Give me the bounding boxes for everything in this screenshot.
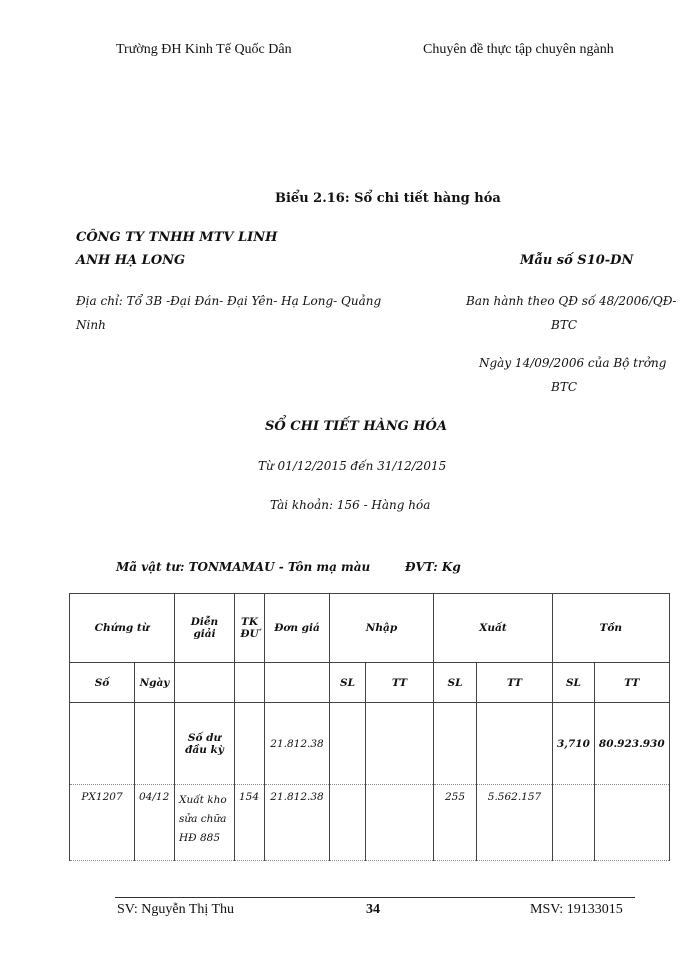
opening-balance-qty: 3,710: [553, 703, 595, 785]
row-account: 154: [235, 785, 265, 861]
col-export-amount: TT: [477, 663, 553, 703]
header-school: Trường ĐH Kinh Tế Quốc Dân: [116, 42, 292, 57]
ledger-title: SỔ CHI TIẾT HÀNG HÓA: [265, 419, 447, 434]
ledger-table: [69, 593, 670, 861]
row-description: [175, 785, 235, 861]
row-number: PX1207: [70, 785, 135, 861]
opening-description: [175, 703, 235, 785]
footer-student-id: MSV: 19133015: [530, 902, 623, 917]
col-balance: Tồn: [553, 594, 670, 663]
footer-student: SV: Nguyễn Thị Thu: [117, 902, 235, 917]
form-issued-line2: BTC: [551, 318, 578, 332]
col-unit-price: Đơn giá: [265, 594, 330, 663]
opening-unit-price: 21.812.38: [265, 703, 330, 785]
company-address-line2: Ninh: [76, 318, 106, 332]
ledger-account: Tài khoản: 156 - Hàng hóa: [270, 498, 431, 512]
opening-balance-row: [70, 703, 670, 785]
row-description-line3: HĐ 885: [179, 832, 221, 844]
col-import-amount: TT: [366, 663, 434, 703]
row-export-amount: 5.562.157: [477, 785, 553, 861]
form-date-line2: BTC: [551, 380, 578, 394]
col-date: Ngày: [135, 663, 175, 703]
header-row: [70, 594, 670, 663]
header-report-type: Chuyên đề thực tập chuyên ngành: [423, 42, 614, 57]
form-date-line1: Ngày 14/09/2006 của Bộ trởng: [479, 356, 667, 370]
col-description: Diễn giải: [175, 594, 235, 663]
row-description-line1: Xuất kho: [179, 794, 227, 806]
col-account-line1: TK: [241, 616, 258, 628]
footer-divider: [115, 897, 635, 898]
col-number: Số: [70, 663, 135, 703]
material-unit: ĐVT: Kg: [405, 560, 461, 574]
company-name-line2: ANH HẠ LONG: [76, 253, 186, 268]
row-unit-price: 21.812.38: [265, 785, 330, 861]
footer-page-number: 34: [366, 902, 380, 917]
opening-description-line2: đầu kỳ: [185, 743, 224, 756]
table-row: [70, 785, 670, 861]
form-issued-line1: Ban hành theo QĐ số 48/2006/QĐ-: [466, 294, 677, 308]
col-import-qty: SL: [330, 663, 366, 703]
figure-caption: Biểu 2.16: Sổ chi tiết hàng hóa: [275, 191, 501, 206]
row-export-qty: 255: [434, 785, 477, 861]
col-account: [235, 594, 265, 663]
col-account-line2: ĐƯ: [240, 628, 259, 640]
opening-description-line1: Số dư: [187, 731, 222, 744]
company-name-line1: CÔNG TY TNHH MTV LINH: [76, 230, 278, 245]
col-balance-qty: SL: [553, 663, 595, 703]
col-import: Nhập: [330, 594, 434, 663]
material-code: Mã vật tư: TONMAMAU - Tôn mạ màu: [116, 560, 371, 574]
opening-balance-amount: 80.923.930: [594, 703, 669, 785]
col-export: Xuất: [434, 594, 553, 663]
col-export-qty: SL: [434, 663, 477, 703]
col-balance-amount: TT: [594, 663, 669, 703]
company-address-line1: Địa chỉ: Tổ 3B -Đại Đán- Đại Yên- Hạ Long- Quảng: [76, 294, 382, 308]
ledger-period: Từ 01/12/2015 đến 31/12/2015: [258, 459, 447, 473]
subheader-row: [70, 663, 670, 703]
row-description-line2: sửa chữa: [179, 813, 227, 825]
form-code: Mẫu số S10-DN: [520, 253, 634, 268]
row-date: 04/12: [135, 785, 175, 861]
col-voucher: Chứng từ: [70, 594, 175, 663]
